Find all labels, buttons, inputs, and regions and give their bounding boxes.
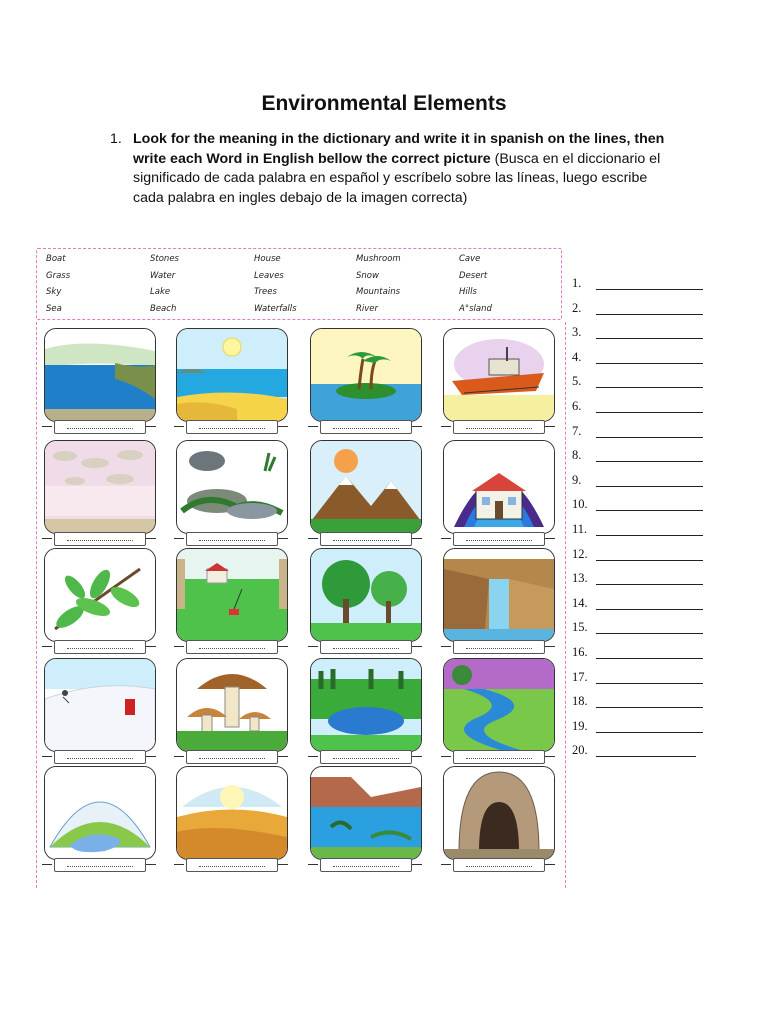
grass-picture-illustration: [177, 549, 287, 641]
instruction-bold-text: Look for the meaning in the dictionary and write it in spanish on the lines, then write each Word in English bellow the correct picture: [133, 131, 665, 167]
word-bank-word: Water: [150, 270, 176, 281]
answer-underline: [596, 314, 703, 315]
water-picture: [310, 766, 422, 860]
line-tick: [174, 864, 184, 865]
answer-number: 20.: [572, 743, 588, 758]
word-bank-word: House: [254, 254, 281, 264]
line-tick: [441, 864, 451, 865]
word-bank-word: Hills: [459, 287, 477, 297]
island-picture: [310, 328, 422, 422]
instruction-spanish-text: (Busca en el diccionario el significado de cada palabra en español y escríbelo sobre las líneas, luego escribe cada palabra en ingles debajo de la imagen correcta): [133, 150, 661, 206]
picture-answer-line[interactable]: [54, 420, 146, 434]
mushroom-picture-illustration: [177, 659, 287, 751]
line-tick: [545, 646, 555, 647]
picture-answer-line[interactable]: [320, 858, 412, 872]
instruction: [110, 130, 670, 208]
answer-underline: [596, 756, 696, 757]
line-tick: [278, 426, 288, 427]
water-picture-illustration: [311, 767, 421, 859]
answer-number: 6.: [572, 399, 582, 413]
trees-picture: [310, 548, 422, 642]
line-tick: [308, 646, 318, 647]
picture-answer-line[interactable]: [186, 532, 278, 546]
answer-line[interactable]: [572, 719, 596, 734]
line-tick: [146, 538, 156, 539]
line-tick: [308, 756, 318, 757]
word-bank-word: A°sland: [459, 303, 492, 314]
answer-number: 16.: [572, 645, 588, 659]
answer-underline: [596, 584, 703, 585]
word-bank-word: Sea: [46, 303, 62, 314]
word-bank-word: River: [356, 303, 379, 314]
sky-picture: [44, 440, 156, 534]
answer-number: 8.: [572, 448, 582, 463]
answer-number: 17.: [572, 669, 588, 684]
line-tick: [412, 426, 422, 427]
mushroom-picture: [176, 658, 288, 752]
mountains-picture-illustration: [311, 441, 421, 533]
answer-underline: [596, 437, 703, 438]
answer-underline: [596, 338, 703, 339]
word-bank-word: Beach: [150, 303, 177, 314]
word-bank-word: Waterfalls: [254, 303, 297, 314]
answer-number: 14.: [572, 595, 588, 610]
mountains-picture: [310, 440, 422, 534]
line-tick: [545, 756, 555, 757]
picture-answer-line[interactable]: [320, 532, 412, 546]
page-title: Environmental Elements: [261, 92, 507, 115]
instruction-number: 1.: [110, 131, 122, 147]
lake-picture: [310, 658, 422, 752]
answer-underline: [596, 461, 703, 462]
answer-number: 12.: [572, 546, 588, 561]
line-tick: [412, 864, 422, 865]
word-bank-word: Leaves: [254, 270, 284, 281]
picture-answer-line[interactable]: [186, 858, 278, 872]
picture-answer-line[interactable]: [320, 420, 412, 434]
line-tick: [174, 756, 184, 757]
desert-picture: [176, 766, 288, 860]
line-tick: [441, 538, 451, 539]
line-tick: [146, 646, 156, 647]
answer-underline: [596, 535, 703, 536]
answer-number: 11.: [572, 522, 588, 536]
line-tick: [146, 864, 156, 865]
cave-picture-illustration: [444, 767, 554, 859]
word-bank-word: Cave: [459, 254, 481, 264]
sea-picture: [44, 328, 156, 422]
island-picture-illustration: [311, 329, 421, 421]
answer-line[interactable]: [572, 645, 596, 660]
answer-line[interactable]: [572, 497, 596, 512]
word-bank-word: Trees: [254, 287, 277, 297]
sky-picture-illustration: [45, 441, 155, 533]
picture-answer-line[interactable]: [320, 640, 412, 654]
word-bank-word: Grass: [46, 270, 71, 281]
line-tick: [545, 864, 555, 865]
line-tick: [174, 538, 184, 539]
snow-picture: [44, 658, 156, 752]
word-bank-word: Boat: [46, 254, 66, 264]
answer-number: 13.: [572, 571, 588, 586]
answer-line[interactable]: [572, 424, 596, 439]
answer-number: 15.: [572, 620, 588, 635]
sea-picture-illustration: [45, 329, 155, 421]
answer-line[interactable]: [572, 694, 596, 709]
line-tick: [412, 538, 422, 539]
cave-picture: [443, 766, 555, 860]
answer-number: 2.: [572, 300, 582, 315]
picture-answer-line[interactable]: [453, 420, 545, 434]
lake-picture-illustration: [311, 659, 421, 751]
word-bank: [36, 248, 562, 320]
stones-picture-illustration: [177, 441, 287, 533]
trees-picture-illustration: [311, 549, 421, 641]
answer-line[interactable]: [572, 473, 596, 488]
word-bank-word: Snow: [356, 270, 379, 281]
beach-picture-illustration: [177, 329, 287, 421]
waterfalls-picture-illustration: [444, 549, 554, 641]
leaves-picture-illustration: [45, 549, 155, 641]
answer-line[interactable]: [572, 571, 596, 586]
river-picture: [443, 658, 555, 752]
answer-underline: [596, 732, 703, 733]
snow-picture-illustration: [45, 659, 155, 751]
answer-line[interactable]: [572, 374, 596, 389]
picture-answer-line[interactable]: [453, 532, 545, 546]
line-tick: [174, 646, 184, 647]
answer-underline: [596, 609, 703, 610]
waterfalls-picture: [443, 548, 555, 642]
word-bank-word: Stones: [150, 254, 179, 264]
line-tick: [308, 426, 318, 427]
answer-underline: [596, 683, 703, 684]
answer-line[interactable]: [572, 301, 596, 316]
answer-underline: [596, 412, 703, 413]
answer-line[interactable]: [572, 399, 596, 414]
answer-line[interactable]: [572, 350, 596, 365]
word-bank-word: Mountains: [356, 287, 401, 297]
answer-number: 4.: [572, 349, 582, 364]
hills-picture-illustration: [45, 767, 155, 859]
answer-line[interactable]: [572, 596, 596, 611]
picture-answer-line[interactable]: [186, 420, 278, 434]
line-tick: [146, 756, 156, 757]
answer-number: 5.: [572, 374, 582, 389]
answer-underline: [596, 707, 703, 708]
word-bank-word: Sky: [46, 287, 62, 297]
picture-answer-line[interactable]: [54, 640, 146, 654]
line-tick: [42, 538, 52, 539]
answer-line[interactable]: [572, 522, 596, 537]
boat-picture-illustration: [444, 329, 554, 421]
line-tick: [441, 756, 451, 757]
line-tick: [174, 426, 184, 427]
picture-answer-line[interactable]: [54, 858, 146, 872]
hills-picture: [44, 766, 156, 860]
picture-answer-line[interactable]: [453, 750, 545, 764]
answer-underline: [596, 633, 703, 634]
line-tick: [42, 864, 52, 865]
answer-underline: [596, 486, 703, 487]
picture-answer-line[interactable]: [453, 858, 545, 872]
word-bank-word: Desert: [459, 270, 488, 281]
answer-underline: [596, 289, 703, 290]
answer-number: 7.: [572, 423, 582, 438]
line-tick: [441, 426, 451, 427]
house-picture-illustration: [444, 441, 554, 533]
beach-picture: [176, 328, 288, 422]
answer-number: 18.: [572, 694, 588, 709]
picture-answer-line[interactable]: [320, 750, 412, 764]
line-tick: [412, 756, 422, 757]
picture-answer-line[interactable]: [186, 640, 278, 654]
answer-line[interactable]: [572, 325, 596, 340]
house-picture: [443, 440, 555, 534]
answer-line[interactable]: [572, 547, 596, 562]
boat-picture: [443, 328, 555, 422]
line-tick: [278, 756, 288, 757]
line-tick: [545, 426, 555, 427]
river-picture-illustration: [444, 659, 554, 751]
answer-line[interactable]: [572, 276, 596, 291]
line-tick: [42, 426, 52, 427]
line-tick: [278, 864, 288, 865]
line-tick: [42, 646, 52, 647]
answer-number: 9.: [572, 472, 582, 487]
answer-number: 10.: [572, 497, 588, 512]
line-tick: [441, 646, 451, 647]
grass-picture: [176, 548, 288, 642]
line-tick: [146, 426, 156, 427]
picture-answer-line[interactable]: [453, 640, 545, 654]
stones-picture: [176, 440, 288, 534]
answer-line[interactable]: [572, 448, 596, 463]
answer-underline: [596, 658, 703, 659]
line-tick: [545, 538, 555, 539]
answer-underline: [596, 387, 703, 388]
answer-line[interactable]: [572, 743, 596, 758]
line-tick: [42, 756, 52, 757]
line-tick: [412, 646, 422, 647]
answer-underline: [596, 363, 703, 364]
word-bank-word: Lake: [150, 287, 171, 297]
answer-number: 3.: [572, 325, 582, 340]
answer-line[interactable]: [572, 670, 596, 685]
answer-underline: [596, 560, 703, 561]
picture-answer-line[interactable]: [54, 750, 146, 764]
leaves-picture: [44, 548, 156, 642]
line-tick: [278, 538, 288, 539]
answer-number: 19.: [572, 718, 588, 733]
desert-picture-illustration: [177, 767, 287, 859]
line-tick: [278, 646, 288, 647]
picture-answer-line[interactable]: [186, 750, 278, 764]
picture-answer-line[interactable]: [54, 532, 146, 546]
line-tick: [308, 538, 318, 539]
answer-number: 1.: [572, 276, 582, 290]
line-tick: [308, 864, 318, 865]
word-bank-word: Mushroom: [356, 254, 401, 264]
answer-underline: [596, 510, 703, 511]
answer-line[interactable]: [572, 620, 596, 635]
